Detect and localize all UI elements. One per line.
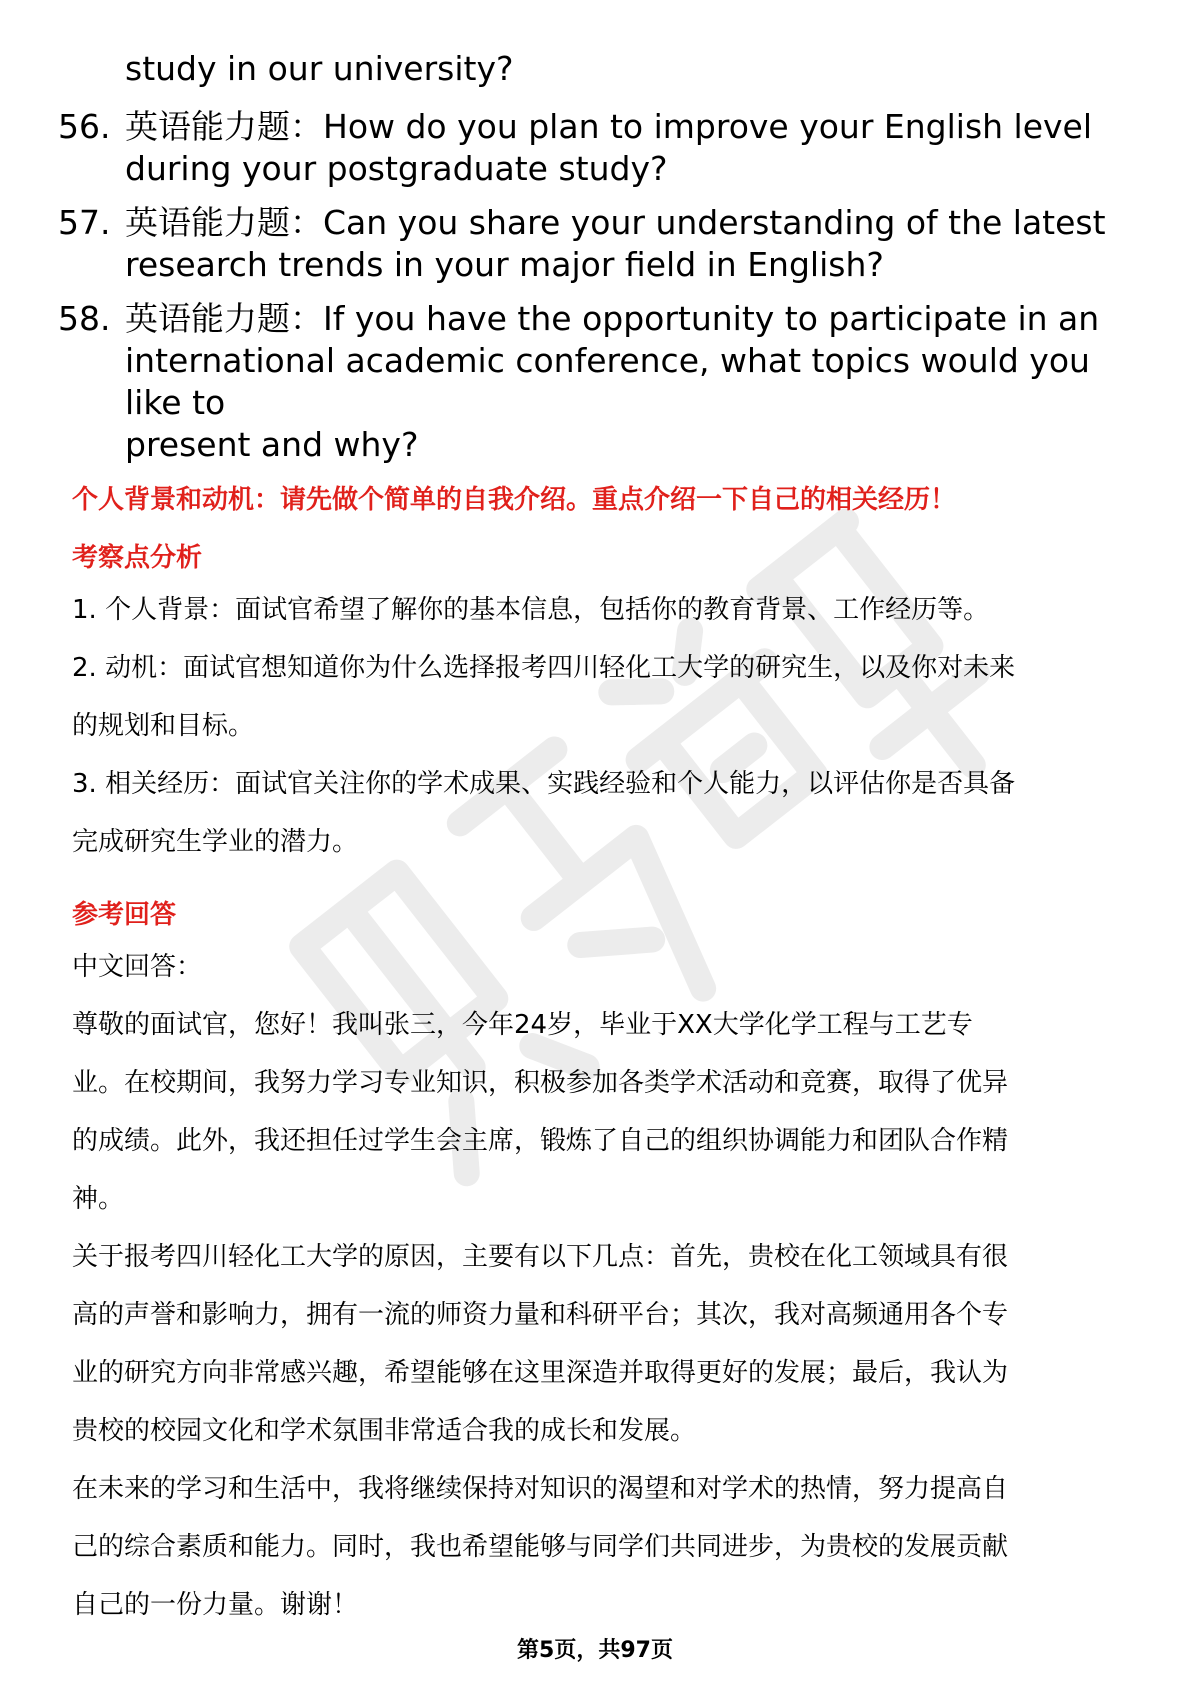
answer-line: 关于报考四川轻化工大学的原因，主要有以下几点：首先，贵校在化工领域具有很 <box>72 1242 1009 1272</box>
question-continuation: study in our university? <box>125 49 514 88</box>
question-text-line: research trends in your major field in English? <box>125 245 884 284</box>
answer-heading: 参考回答 <box>72 900 177 930</box>
question-number: 58. <box>58 299 111 338</box>
question-text-line: during your postgraduate study? <box>125 149 668 188</box>
question-57 <box>58 202 1138 286</box>
answer-line: 在未来的学习和生活中，我将继续保持对知识的渴望和对学术的热情，努力提高自 <box>72 1474 1009 1504</box>
question-58 <box>58 298 1138 466</box>
analysis-line: 3. 相关经历：面试官关注你的学术成果、实践经验和个人能力，以评估你是否具备 <box>72 769 1016 799</box>
question-label: 英语能力题： <box>125 203 323 242</box>
answer-line: 业。在校期间，我努力学习专业知识，积极参加各类学术活动和竞赛，取得了优异 <box>72 1068 1009 1098</box>
analysis-line: 2. 动机：面试官想知道你为什么选择报考四川轻化工大学的研究生，以及你对未来 <box>72 653 1016 683</box>
answer-line: 中文回答： <box>72 952 203 982</box>
analysis-block <box>72 581 1120 871</box>
question-text-line: Can you share your understanding of the latest <box>323 203 1106 242</box>
analysis-line: 的规划和目标。 <box>72 711 255 741</box>
section-title: 个人背景和动机：请先做个简单的自我介绍。重点介绍一下自己的相关经历！ <box>72 485 957 515</box>
analysis-line: 完成研究生学业的潜力。 <box>72 827 359 857</box>
analysis-heading: 考察点分析 <box>72 543 203 573</box>
question-56 <box>58 106 1138 190</box>
question-label: 英语能力题： <box>125 299 323 338</box>
question-number: 57. <box>58 203 111 242</box>
question-number: 56. <box>58 107 111 146</box>
page-footer: 第5页，共97页 <box>517 1638 673 1663</box>
answer-line: 尊敬的面试官，您好！我叫张三，今年24岁，毕业于XX大学化学工程与工艺专 <box>72 1010 973 1040</box>
answer-line: 己的综合素质和能力。同时，我也希望能够与同学们共同进步，为贵校的发展贡献 <box>72 1532 1009 1562</box>
answer-line: 贵校的校园文化和学术氛围非常适合我的成长和发展。 <box>72 1416 697 1446</box>
answer-line: 神。 <box>72 1184 125 1214</box>
analysis-line: 1. 个人背景：面试官希望了解你的基本信息，包括你的教育背景、工作经历等。 <box>72 595 990 625</box>
answer-line: 高的声誉和影响力，拥有一流的师资力量和科研平台；其次，我对高频通用各个专 <box>72 1300 1009 1330</box>
question-text-line: international academic conference, what topics would you like to <box>125 341 1090 422</box>
question-text-line: If you have the opportunity to participate in an <box>323 299 1100 338</box>
question-label: 英语能力题： <box>125 107 323 146</box>
answer-line: 的成绩。此外，我还担任过学生会主席，锻炼了自己的组织协调能力和团队合作精 <box>72 1126 1009 1156</box>
answer-line: 业的研究方向非常感兴趣，希望能够在这里深造并取得更好的发展；最后，我认为 <box>72 1358 1009 1388</box>
answer-block <box>72 938 1120 1634</box>
answer-line: 自己的一份力量。谢谢！ <box>72 1590 359 1620</box>
question-text-line: How do you plan to improve your English level <box>323 107 1093 146</box>
question-text-line: present and why? <box>125 425 419 464</box>
